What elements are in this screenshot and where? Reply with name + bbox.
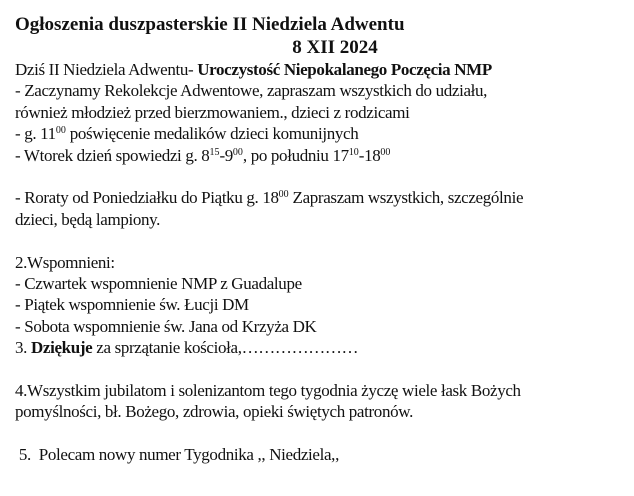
- thanks-line: [15, 337, 625, 358]
- superscript: 00: [232, 146, 243, 158]
- document-title: Ogłoszenia duszpasterskie II Niedziela Adwentu: [15, 14, 405, 35]
- text: -18: [358, 145, 381, 165]
- retreat-line-2: również młodzież przed bierzmowaniem., dzieci z rodzicami: [15, 102, 410, 122]
- text: Zapraszam wszystkich, szczególnie: [288, 188, 524, 208]
- text: -9: [219, 145, 233, 165]
- announcement-document: [15, 13, 625, 466]
- text: za sprzątanie kościoła,…………………: [92, 338, 359, 358]
- superscript: 15: [209, 146, 220, 158]
- superscript: 00: [380, 146, 391, 158]
- intro-text: Dziś II Niedziela Adwentu-: [15, 60, 198, 79]
- roraty-line: [15, 187, 625, 208]
- intro-feast: Uroczystość Niepokalanego Poczęcia NMP: [197, 60, 492, 79]
- memorial-entry: - Sobota wspomnienie św. Jana od Krzyża DK: [15, 316, 317, 336]
- confession-line: [15, 145, 625, 166]
- text: poświęcenie medalików dzieci komunijnych: [65, 124, 359, 144]
- text: , po południu 17: [242, 145, 349, 165]
- text: - Roraty od Poniedziałku do Piątku g. 18: [15, 188, 279, 208]
- spacer: [15, 359, 625, 380]
- intro-line: [15, 59, 625, 80]
- medals-line: [15, 123, 625, 144]
- superscript: 00: [278, 189, 289, 201]
- memorials-heading: 2.Wspomnieni:: [15, 252, 115, 272]
- spacer: [15, 166, 625, 187]
- spacer: [15, 423, 625, 444]
- retreat-line-1: - Zaczynamy Rekolekcje Adwentowe, zapraszam wszystkich do udziału,: [15, 81, 488, 101]
- wishes-line-2: pomyślności, bł. Bożego, zdrowia, opieki świętych patronów.: [15, 402, 413, 422]
- text: - Wtorek dzień spowiedzi g. 8: [15, 145, 210, 165]
- spacer: [15, 230, 625, 251]
- document-date: 8 XII 2024: [292, 37, 378, 58]
- thanks-bold: Dziękuje: [30, 338, 93, 358]
- magazine-line: 5. Polecam nowy numer Tygodnika ,, Niedziela,,: [15, 445, 339, 465]
- text: 3.: [15, 338, 31, 358]
- superscript: 00: [55, 125, 66, 137]
- text: - g. 11: [15, 124, 56, 144]
- superscript: 10: [348, 146, 359, 158]
- roraty-line-2: dzieci, będą lampiony.: [15, 209, 161, 229]
- wishes-line-1: 4.Wszystkim jubilatom i solenizantom tego tygodnia życzę wiele łask Bożych: [15, 381, 521, 401]
- memorial-entry: - Piątek wspomnienie św. Łucji DM: [15, 295, 249, 315]
- memorial-entry: - Czwartek wspomnienie NMP z Guadalupe: [15, 274, 302, 294]
